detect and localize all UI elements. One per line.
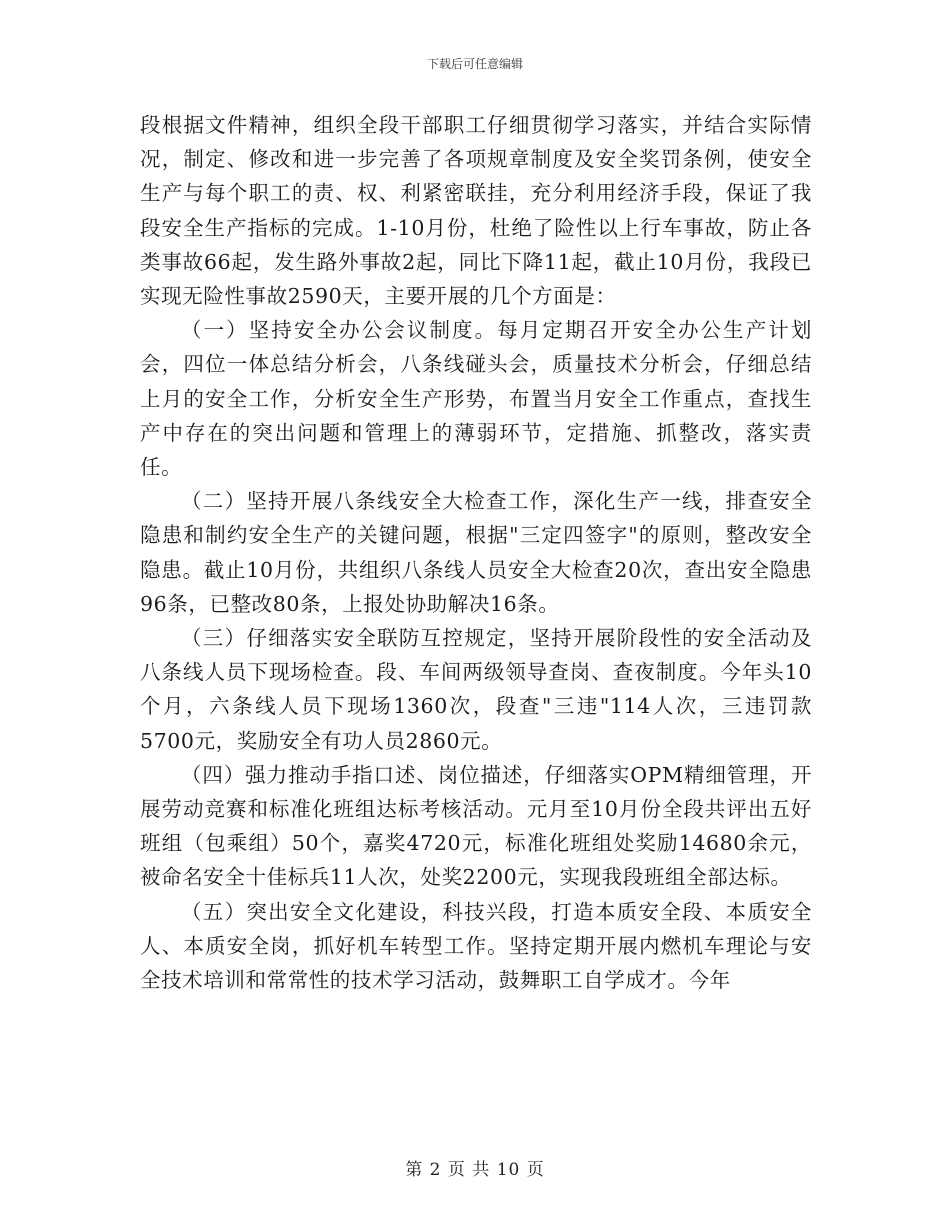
paragraph-intro: 段根据文件精神，组织全段干部职工仔细贯彻学习落实，并结合实际情况，制定、修改和进一步完善了各项规章制度及安全奖罚条例，使安全生产与每个职工的责、权、利紧密联挂，充分利用经济手段，保证了我段安全生产指标的完成。1-10月份，杜绝了险性以上行车事故，防止各类事故66起，发生路外事故2起，同比下降11起，截止10月份，我段已实现无险性事故2590天，主要开展的几个方面是： (140, 113, 812, 309)
paragraph-section-2: （二）坚持开展八条线安全大检查工作，深化生产一线，排查安全隐患和制约安全生产的关键问题，根据"三定四签字"的原则，整改安全隐患。截止10月份，共组织八条线人员安全大检查20次，查出安全隐患96条，已整改80条，上报处协助解决16条。 (140, 489, 812, 616)
page-footer: 第 2 页 共 10 页 (405, 1160, 545, 1180)
document-body (140, 108, 812, 997)
paragraph-section-4: （四）强力推动手指口述、岗位描述，仔细落实OPM精细管理，开展劳动竞赛和标准化班组达标考核活动。元月至10月份全段共评出五好班组（包乘组）50个，嘉奖4720元，标准化班组处奖励14680余元，被命名安全十佳标兵11人次，处奖2200元，实现我段班组全部达标。 (140, 762, 812, 890)
paragraph-section-5: （五）突出安全文化建设，科技兴段，打造本质安全段、本质安全人、本质安全岗，抓好机车转型工作。坚持定期开展内燃机车理论与安全技术培训和常常性的技术学习活动，鼓舞职工自学成才。今年 (140, 899, 812, 993)
paragraph-section-1: （一）坚持安全办公会议制度。每月定期召开安全办公生产计划会，四位一体总结分析会，八条线碰头会，质量技术分析会，仔细总结上月的安全工作，分析安全生产形势，布置当月安全工作重点，查找生产中存在的突出问题和管理上的薄弱环节，定措施、抓整改，落实责任。 (140, 318, 812, 480)
paragraph-section-3: （三）仔细落实安全联防互控规定，坚持开展阶段性的安全活动及八条线人员下现场检查。段、车间两级领导查岗、查夜制度。今年头10个月，六条线人员下现场1360次，段查"三违"114人次，三违罚款5700元，奖励安全有功人员2860元。 (140, 626, 812, 753)
page-header: 下载后可任意编辑 (426, 57, 523, 71)
